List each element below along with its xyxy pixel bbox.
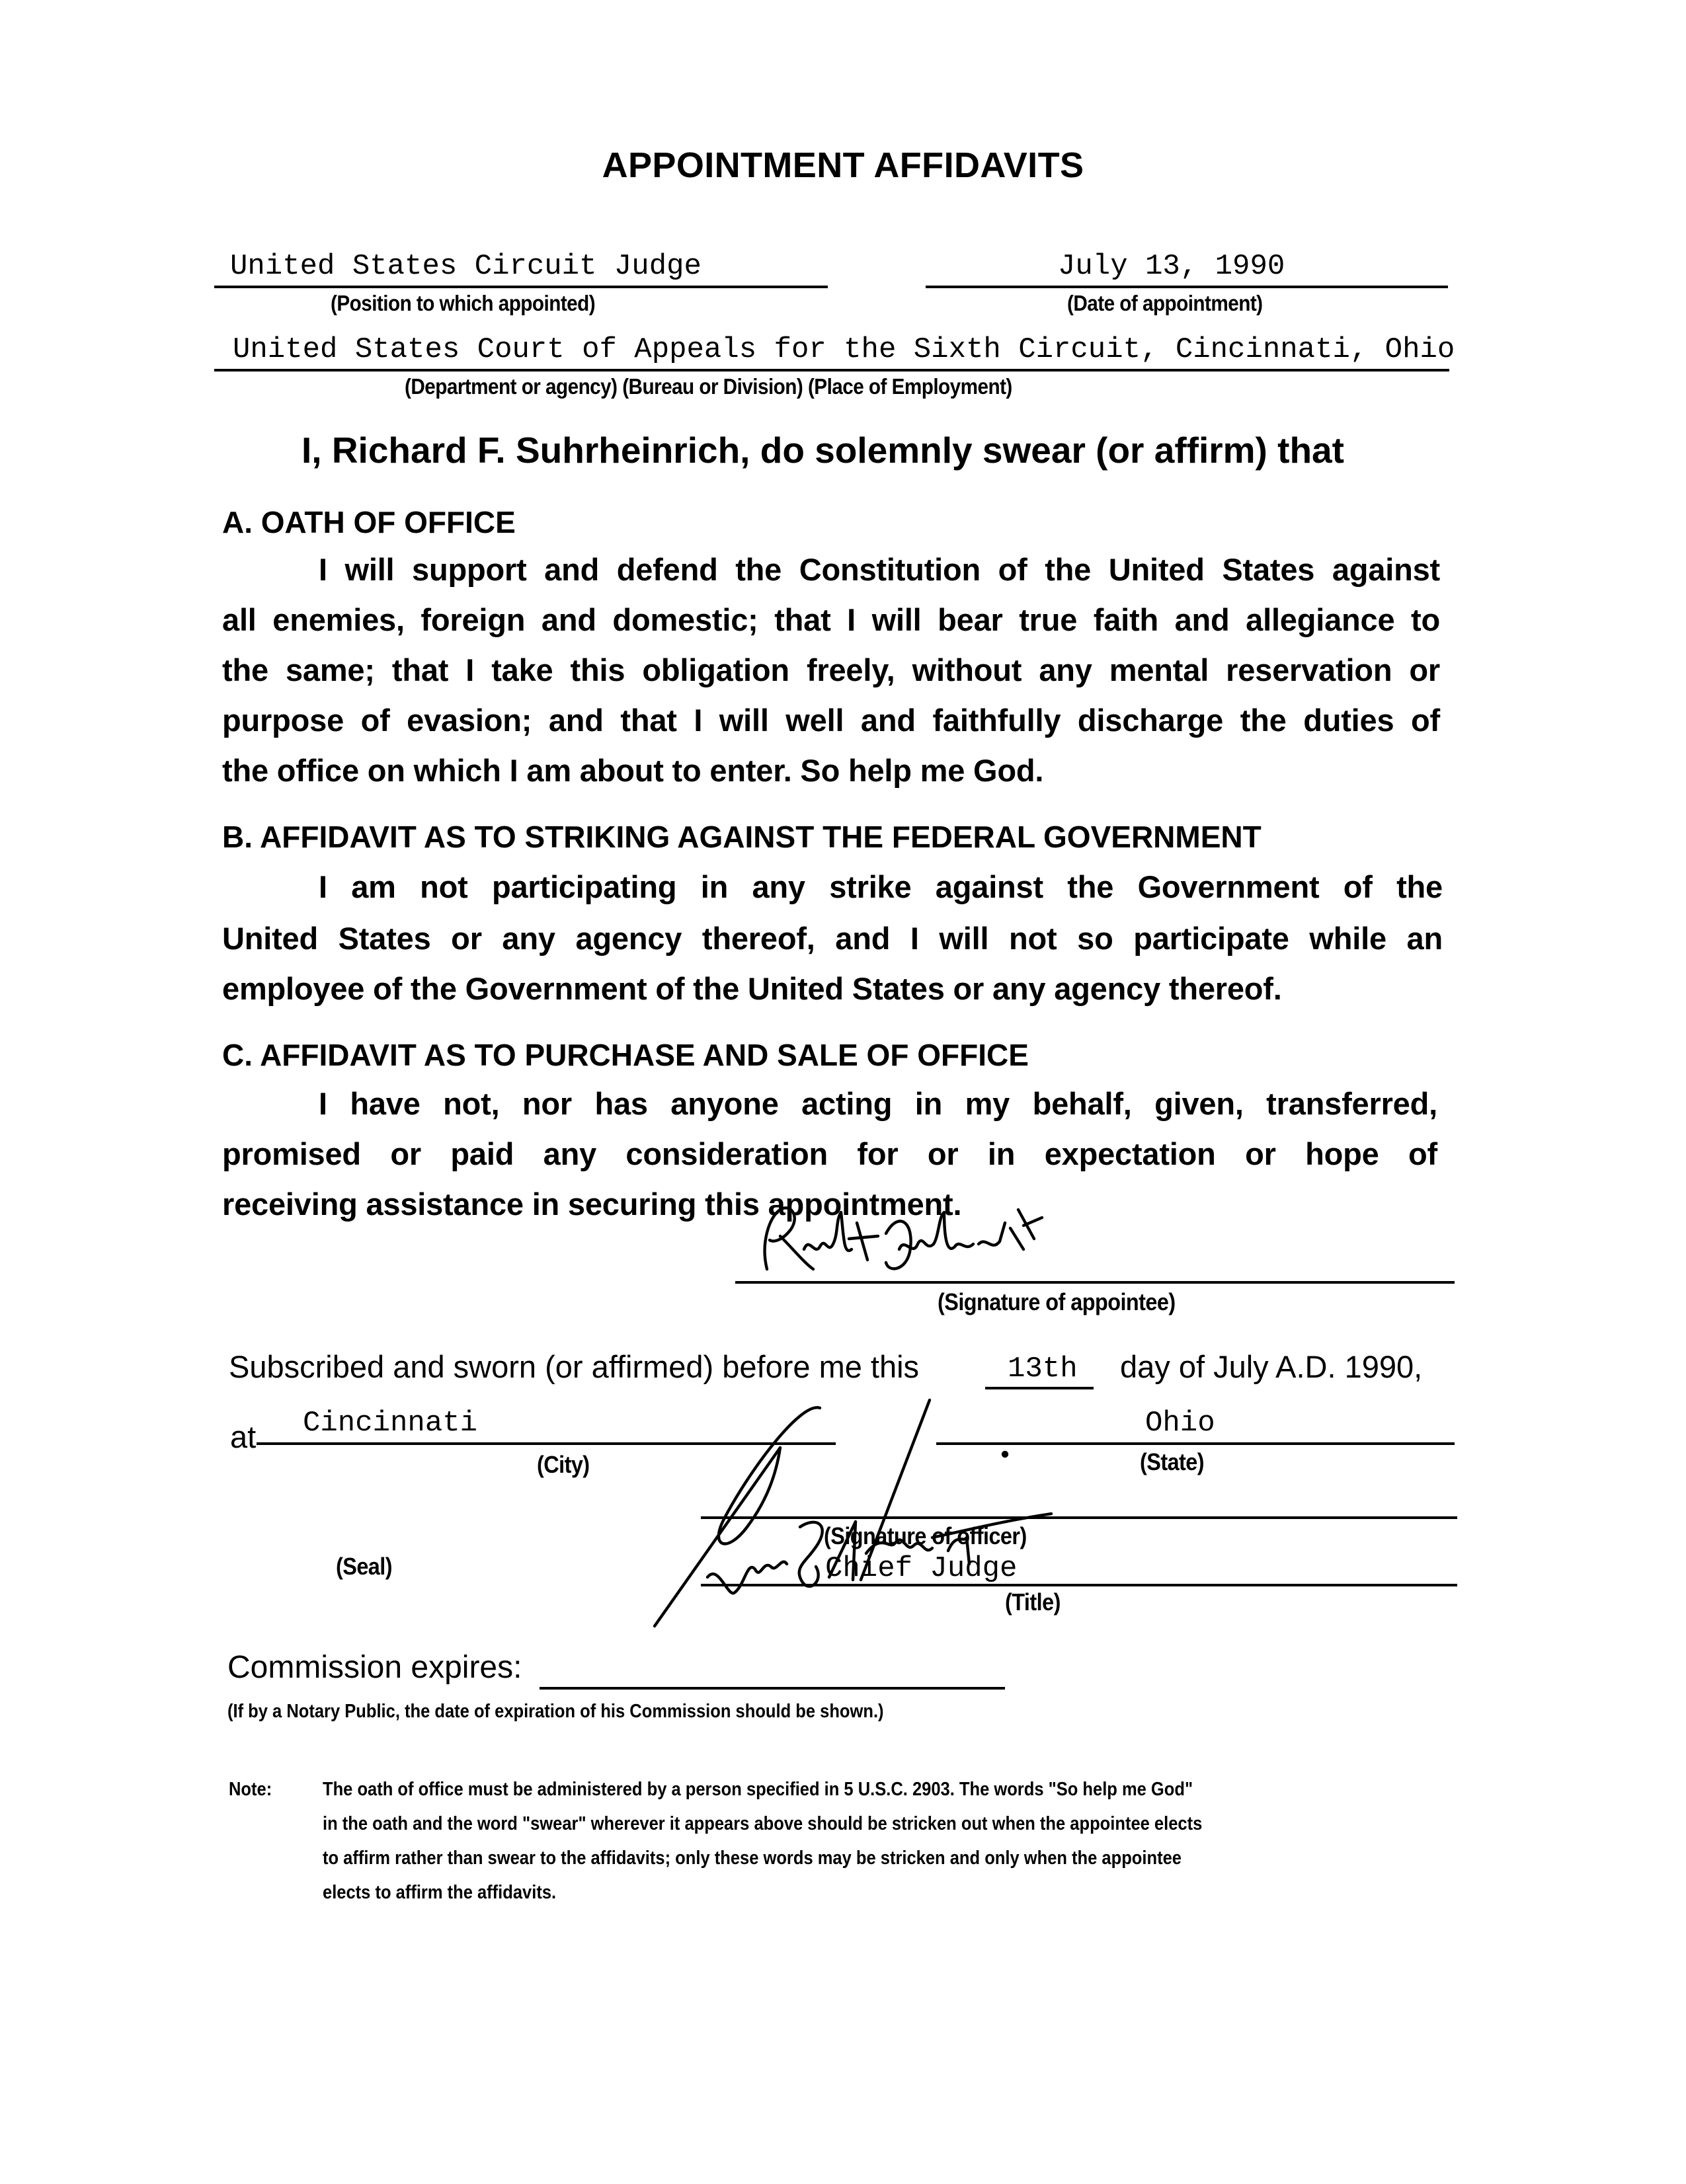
date-label: (Date of appointment) <box>1067 292 1263 316</box>
officer-signature-icon <box>655 1395 1210 1633</box>
position-value: United States Circuit Judge <box>230 250 702 283</box>
at-label: at <box>230 1420 257 1454</box>
position-underline <box>214 286 828 288</box>
commission-label: Commission expires: <box>227 1650 522 1686</box>
appointee-signature-icon <box>741 1196 1243 1289</box>
department-value: United States Court of Appeals for the Sixth Circuit, Cincinnati, Ohio <box>233 333 1455 366</box>
state-value: Ohio <box>1145 1407 1215 1440</box>
note-label: Note: <box>229 1779 272 1801</box>
date-underline <box>926 286 1448 288</box>
section-a-heading: A. OATH OF OFFICE <box>222 505 516 539</box>
department-label: (Department or agency) (Bureau or Division) (Place of Employment) <box>405 375 1012 399</box>
sworn-day-underline <box>985 1387 1094 1389</box>
officer-signature-label: (Signature of officer) <box>824 1523 1027 1549</box>
section-c-line: promised or paid any consideration for or in expectation or hope of <box>222 1137 1437 1171</box>
city-value: Cincinnati <box>303 1407 478 1440</box>
state-label: (State) <box>1140 1449 1205 1475</box>
section-c-line: receiving assistance in securing this appointment. <box>222 1187 962 1222</box>
section-c-line: I have not, nor has anyone acting in my behalf, given, transferred, <box>319 1087 1437 1121</box>
note-line: The oath of office must be administered by a person specified in 5 U.S.C. 2903. The words "So help me God" <box>323 1779 1193 1801</box>
officer-title-label: (Title) <box>1005 1589 1061 1616</box>
page-title: APPOINTMENT AFFIDAVITS <box>602 145 1084 185</box>
note-line: elects to affirm the affidavits. <box>323 1883 557 1904</box>
city-label: (City) <box>537 1452 590 1478</box>
commission-hint: (If by a Notary Public, the date of expiration of his Commission should be shown.) <box>227 1701 884 1723</box>
section-a-line: all enemies, foreign and domestic; that I will bear true faith and allegiance to <box>222 603 1440 637</box>
sworn-day-value: 13th <box>1008 1352 1078 1385</box>
date-value: July 13, 1990 <box>1058 250 1285 283</box>
appointee-signature-label: (Signature of appointee) <box>938 1289 1176 1315</box>
section-b-heading: B. AFFIDAVIT AS TO STRIKING AGAINST THE FEDERAL GOVERNMENT <box>222 820 1262 854</box>
oath-intro: I, Richard F. Suhrheinrich, do solemnly swear (or affirm) that <box>301 430 1344 471</box>
section-c-heading: C. AFFIDAVIT AS TO PURCHASE AND SALE OF OFFICE <box>222 1038 1029 1072</box>
department-underline <box>214 369 1449 371</box>
commission-underline <box>540 1687 1005 1690</box>
position-label: (Position to which appointed) <box>331 292 596 316</box>
section-b-line: I am not participating in any strike against the Government of the <box>319 870 1443 904</box>
officer-title-underline <box>701 1584 1457 1586</box>
section-a-line: I will support and defend the Constitution of the United States against <box>319 553 1440 587</box>
section-b-line: employee of the Government of the United States or any agency thereof. <box>222 972 1282 1006</box>
sworn-suffix: day of July A.D. 1990, <box>1120 1350 1423 1384</box>
officer-signature-line <box>701 1516 1457 1519</box>
section-a-line: purpose of evasion; and that I will well and faithfully discharge the duties of <box>222 703 1440 738</box>
section-a-line: the office on which I am about to enter. So help me God. <box>222 754 1044 788</box>
section-a-line: the same; that I take this obligation freely, without any mental reservation or <box>222 653 1440 687</box>
note-line: to affirm rather than swear to the affidavits; only these words may be stricken and only when the appointee <box>323 1848 1182 1869</box>
sworn-prefix: Subscribed and sworn (or affirmed) before me this <box>229 1350 920 1384</box>
note-line: in the oath and the word "swear" wherever it appears above should be stricken out when the appointee elects <box>323 1814 1203 1835</box>
section-b-line: United States or any agency thereof, and I will not so participate while an <box>222 921 1443 956</box>
seal-label: (Seal) <box>336 1553 392 1580</box>
officer-title-value: Chief Judge <box>825 1552 1018 1585</box>
appointee-signature-line <box>735 1281 1455 1284</box>
